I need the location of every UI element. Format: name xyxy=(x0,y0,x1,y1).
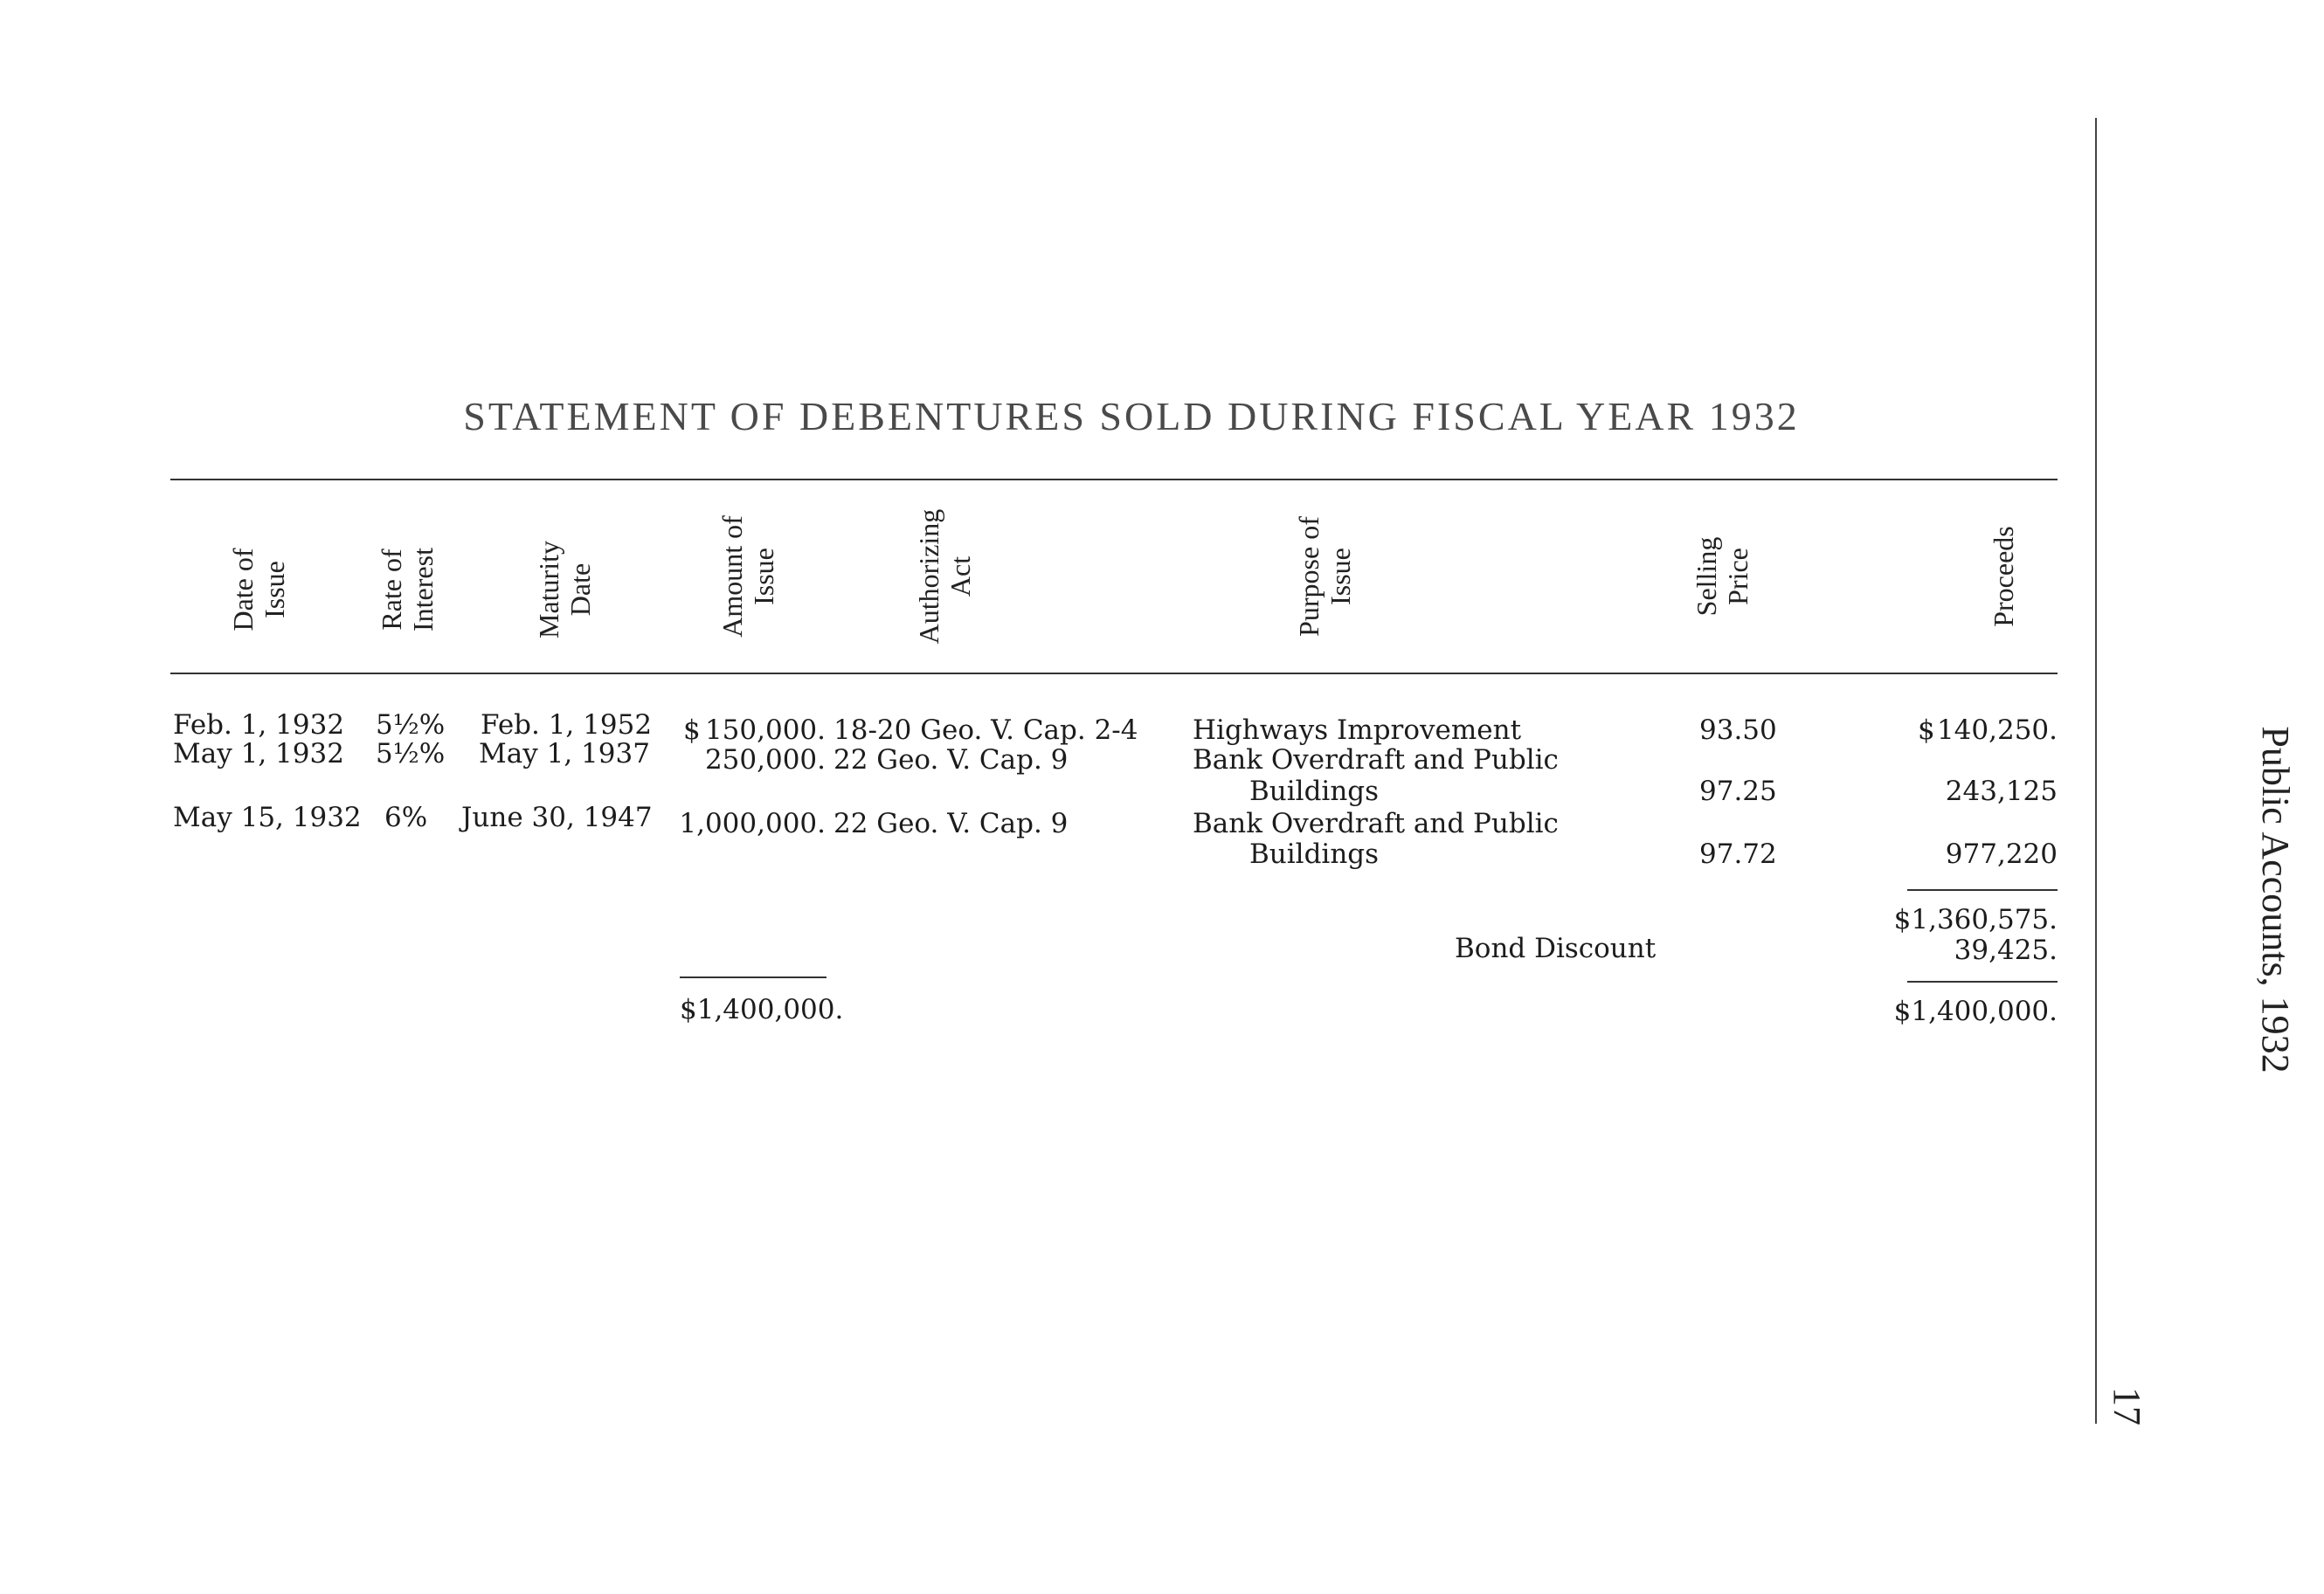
margin-rule xyxy=(2095,118,2097,1424)
row-2-proceeds: 243,125 xyxy=(1945,776,2058,807)
row-1-rate: 5½% xyxy=(376,709,446,741)
row-2-maturity: May 1, 1937 xyxy=(479,738,650,769)
row-1-maturity: Feb. 1, 1952 xyxy=(481,709,653,741)
row-3-rate: 6% xyxy=(384,802,428,833)
header-selling-price: Selling Price xyxy=(1691,536,1753,617)
header-purpose-of-issue: Purpose of Issue xyxy=(1293,516,1356,637)
header-amount-of-issue: Amount of Issue xyxy=(716,515,779,638)
row-2-rate: 5½% xyxy=(376,738,446,769)
row-1-act: 18-20 Geo. V. Cap. 2-4 xyxy=(833,714,1138,746)
row-3-amount: 1,000,000. xyxy=(679,808,826,839)
page-number: 17 xyxy=(2106,1387,2148,1425)
row-1-proceeds-prefix: $ xyxy=(1918,714,1935,746)
header-date-of-issue: Date of Issue xyxy=(227,548,290,631)
header-maturity-date: Maturity Date xyxy=(533,541,596,638)
table-header-rule xyxy=(170,673,2058,674)
proceeds-subtotal: $1,360,575. xyxy=(1893,904,2058,935)
row-3-selling: 97.72 xyxy=(1699,838,1777,870)
running-header: Public Accounts, 1932 xyxy=(2254,726,2297,1073)
row-2-selling: 97.25 xyxy=(1699,776,1777,807)
row-1-amount: 150,000. xyxy=(704,714,826,746)
page-title: STATEMENT OF DEBENTURES SOLD DURING FISCAL YEAR 1932 xyxy=(463,394,1800,438)
amount-total-rule xyxy=(680,976,827,978)
row-2-date: May 1, 1932 xyxy=(173,738,344,769)
row-1-amount-prefix: $ xyxy=(683,714,701,746)
row-3-purpose-line-2: Buildings xyxy=(1249,838,1380,870)
row-2-purpose-line-2: Buildings xyxy=(1249,776,1380,807)
row-3-purpose-line-1: Bank Overdraft and Public xyxy=(1193,808,1559,839)
row-3-maturity: June 30, 1947 xyxy=(461,802,653,833)
row-1-selling: 93.50 xyxy=(1699,714,1777,746)
bond-discount-label: Bond Discount xyxy=(1455,933,1657,964)
header-rate-of-interest: Rate of Interest xyxy=(376,548,439,631)
row-1-proceeds: 140,250. xyxy=(1936,714,2058,746)
row-3-proceeds: 977,220 xyxy=(1945,838,2058,870)
row-3-date: May 15, 1932 xyxy=(173,802,362,833)
row-2-act: 22 Geo. V. Cap. 9 xyxy=(833,744,1069,776)
bond-discount-value: 39,425. xyxy=(1954,935,2058,966)
row-3-act: 22 Geo. V. Cap. 9 xyxy=(833,808,1069,839)
proceeds-total-rule xyxy=(1907,981,2058,983)
header-authorizing-act: Authorizing Act xyxy=(913,508,976,645)
row-2-amount: 250,000. xyxy=(704,744,826,776)
row-1-date: Feb. 1, 1932 xyxy=(173,709,345,741)
row-1-purpose: Highways Improvement xyxy=(1193,714,1522,746)
proceeds-subtotal-rule xyxy=(1907,889,2058,891)
row-2-purpose-line-1: Bank Overdraft and Public xyxy=(1193,744,1559,776)
proceeds-total: $1,400,000. xyxy=(1893,996,2058,1027)
amount-total: $1,400,000. xyxy=(680,994,844,1025)
header-proceeds: Proceeds xyxy=(1988,526,2019,627)
table-top-rule xyxy=(170,479,2058,480)
